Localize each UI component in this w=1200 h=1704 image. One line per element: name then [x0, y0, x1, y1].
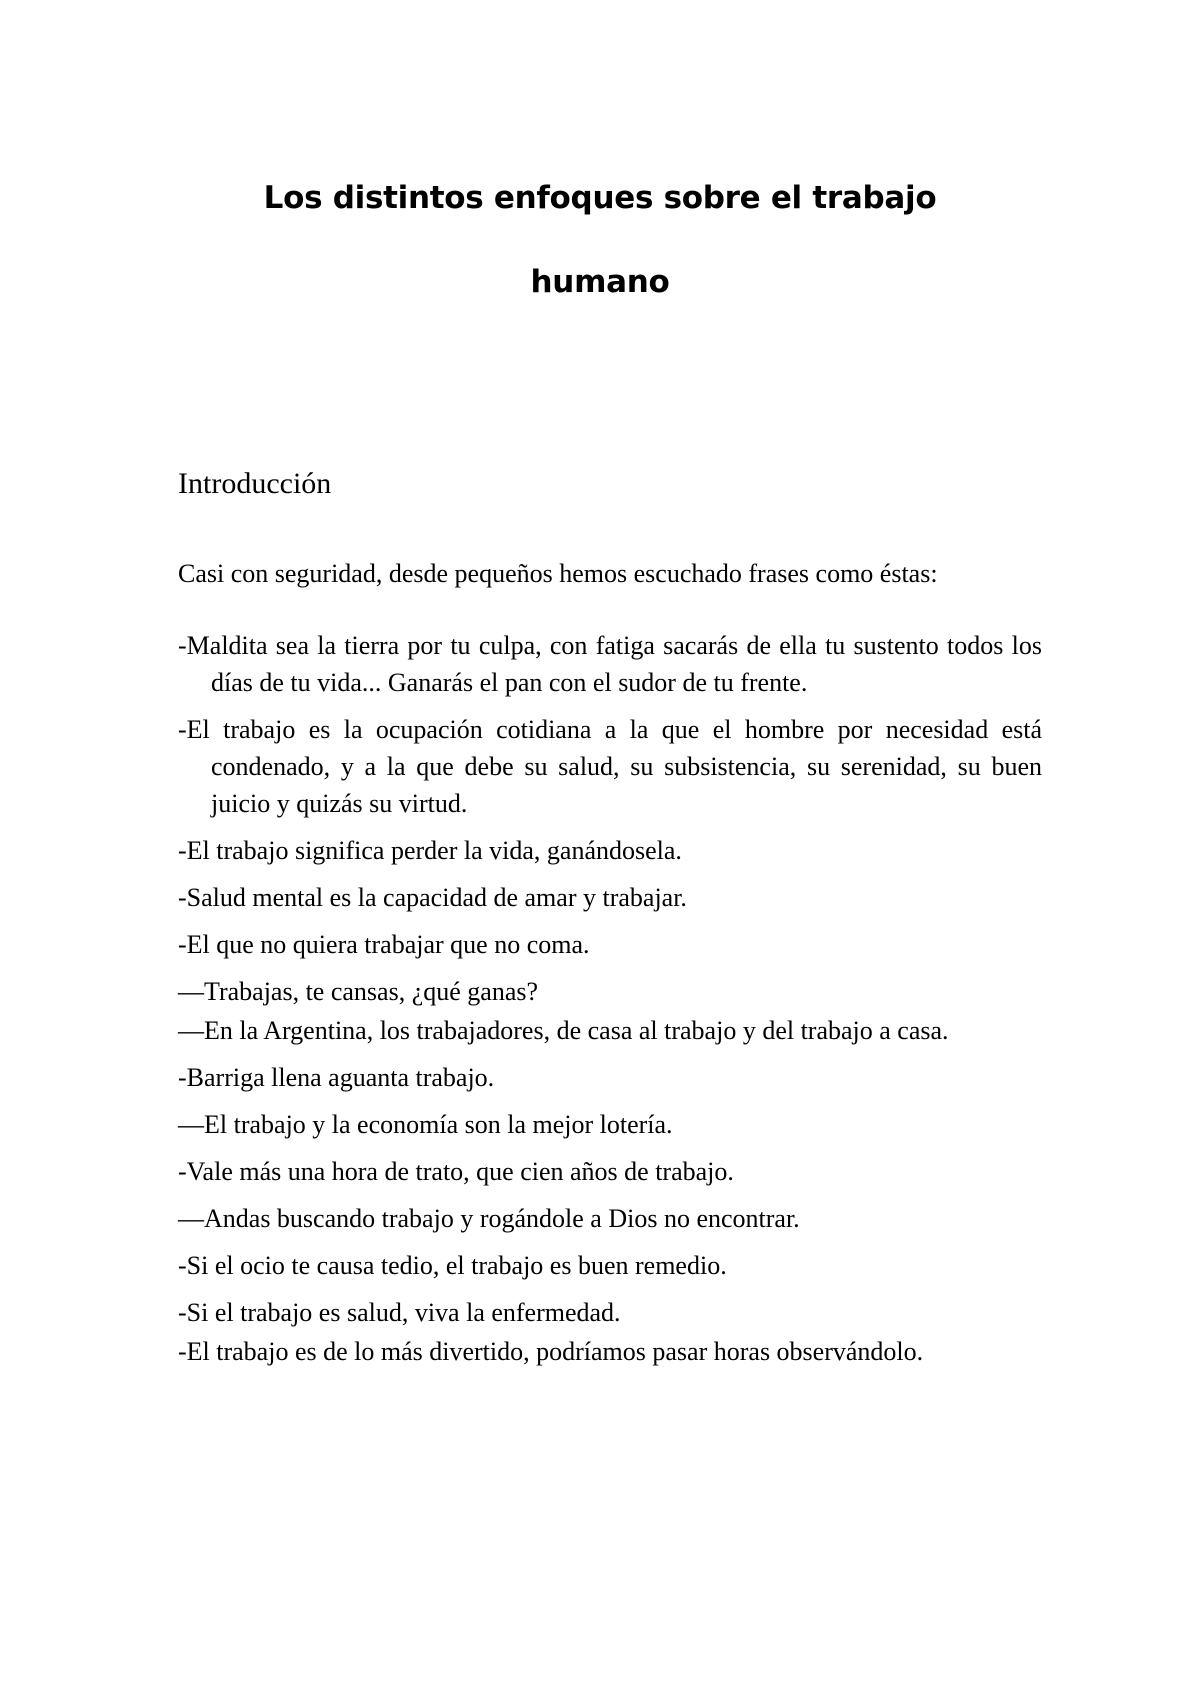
document-title-line-1: Los distintos enfoques sobre el trabajo — [263, 180, 937, 216]
quote-item: —El trabajo y la economía son la mejor lotería. — [178, 1110, 673, 1139]
section-heading-introduccion: Introducción — [178, 467, 332, 500]
quote-item: —En la Argentina, los trabajadores, de casa al trabajo y del trabajo a casa. — [178, 1016, 949, 1045]
quote-item: -Maldita sea la tierra por tu culpa, con fatiga sacarás de ella tu sustento todos los días de tu vida... Ganarás el pan con el sudor de tu frente. — [178, 631, 1042, 697]
quote-item: —Trabajas, te cansas, ¿qué ganas? — [178, 977, 539, 1006]
quote-item: -Salud mental es la capacidad de amar y trabajar. — [178, 883, 687, 912]
quote-list — [178, 627, 1042, 1370]
quote-item: -El trabajo es la ocupación cotidiana a la que el hombre por necesidad está condenado, y a la que debe su salud, su subsistencia, su serenidad, su buen juicio y quizás su virtud. — [178, 715, 1042, 818]
quote-item: -Si el ocio te causa tedio, el trabajo es buen remedio. — [178, 1251, 727, 1280]
document-title-line-2: humano — [530, 264, 670, 300]
quote-item: -El trabajo significa perder la vida, ganándosela. — [178, 836, 682, 865]
quote-item: -Vale más una hora de trato, que cien años de trabajo. — [178, 1157, 734, 1186]
quote-item: —Andas buscando trabajo y rogándole a Dios no encontrar. — [178, 1204, 800, 1233]
quote-item: -El que no quiera trabajar que no coma. — [178, 930, 590, 959]
intro-paragraph: Casi con seguridad, desde pequeños hemos escuchado frases como éstas: — [178, 559, 938, 588]
quote-item: -El trabajo es de lo más divertido, podríamos pasar horas observándolo. — [178, 1337, 924, 1366]
quote-item: -Barriga llena aguanta trabajo. — [178, 1063, 495, 1092]
quote-item: -Si el trabajo es salud, viva la enfermedad. — [178, 1298, 621, 1327]
